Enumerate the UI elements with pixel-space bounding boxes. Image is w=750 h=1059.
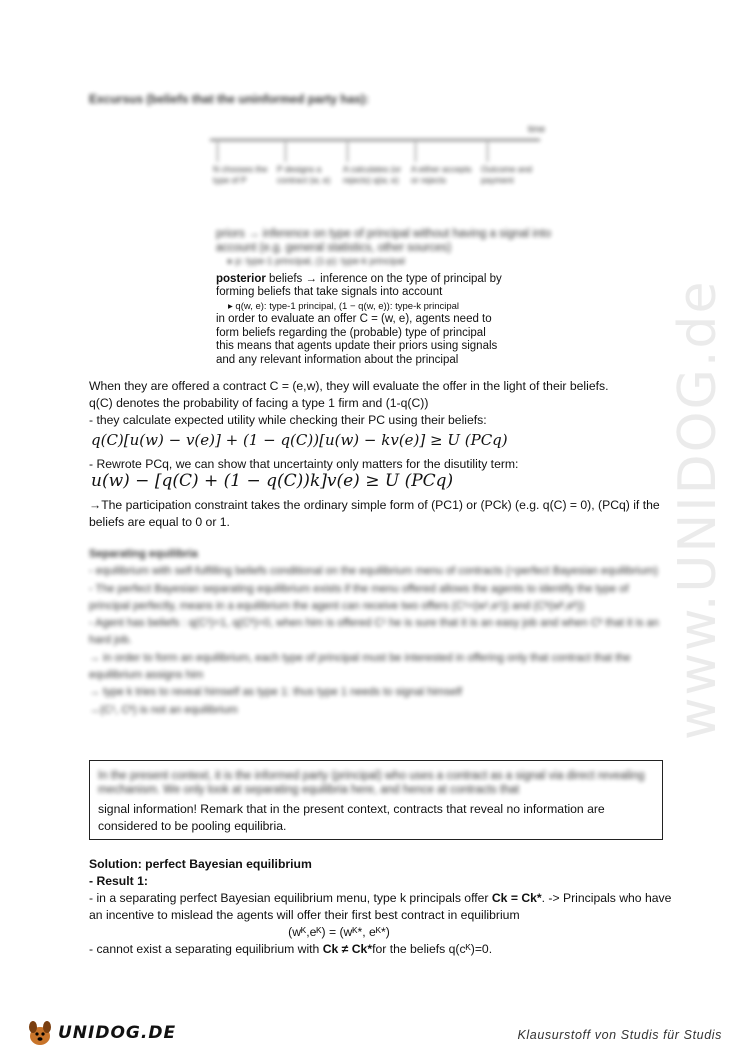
result-label: - Result 1: <box>89 874 148 888</box>
priors-sub: ▸ p: type-1 principal, (1-p): type-k principal <box>228 256 405 267</box>
timeline-step: P designs a contract (w, e) <box>277 164 331 185</box>
result-line <box>89 890 679 924</box>
blurred-section <box>89 546 669 719</box>
body-paragraph: →The participation constraint takes the ordinary simple form of (PC1) or (PCk) (e.g. q(C) = 0), (PCq) if the beliefs are equal to 0 or 1. <box>89 498 660 529</box>
slide-line: forming beliefs that take signals into account <box>216 286 443 298</box>
result-text: - cannot exist a separating equilibrium with <box>89 942 323 956</box>
solution-section <box>89 856 679 958</box>
timeline-diagram <box>205 122 545 222</box>
body-paragraph: - Rewrote PCq, we can show that uncertainty only matters for the disutility term: <box>89 457 519 471</box>
result-text: for the beliefs q(cᴷ)=0. <box>372 942 493 956</box>
blurred-line: - Agent has beliefs : q(C¹)=1, q(Cᵏ)=0, when him is offered C¹ he is sure that it is an easy job and when Cᵏ that it is an hard job. <box>89 617 659 647</box>
solution-title: Solution: perfect Bayesian equilibrium <box>89 857 312 871</box>
timeline-step: A either accepts or rejects <box>411 164 472 185</box>
slide-line: form beliefs regarding the (probable) type of principal <box>216 326 486 339</box>
timeline-tick <box>415 142 416 162</box>
slide-line: and any relevant information about the principal <box>216 353 459 366</box>
result-text: . -> Principals who have an incentive to mislead the agents will offer their first best contract in equilibrium <box>89 891 672 922</box>
result-equation: (wᴷ,eᴷ) = (wᴷ*, eᴷ*) <box>288 925 390 939</box>
unidog-logo[interactable] <box>24 1017 176 1049</box>
timeline-step: Outcome and payment <box>481 164 533 185</box>
result-text: - in a separating perfect Bayesian equilibrium menu, type k principals offer <box>89 891 492 905</box>
timeline-time-label: time <box>527 124 545 134</box>
priors-line: priors → inference on type of principal without having a signal into account (e.g. general statistics, other sources) <box>216 228 551 254</box>
blurred-line: → in order to form an equilibrium, each type of principal must be interested in offering only that contract that the equilibrium assigns him <box>89 651 631 682</box>
slide-line: in order to evaluate an offer C = (w, e), agents need to <box>216 313 492 325</box>
watermark: www.UNIDOG.de <box>668 279 728 740</box>
blurred-title: Separating equilibria <box>89 548 198 560</box>
posterior-word: posterior <box>216 272 266 285</box>
timeline-tick <box>285 142 286 162</box>
result-bold: Ck = Ck* <box>491 891 542 905</box>
blurred-line: - equilibrium with self-fulfilling beliefs conditional on the equilibrium menu of contracts (=perfect Bayesian equilibrium) <box>89 565 658 578</box>
timeline-axis <box>210 139 540 141</box>
equation-pcq: q(C)[u(w) − v(e)] + (1 − q(C))[u(w) − kv(e)] ≥ U (PCq) <box>91 431 508 449</box>
equation-pcq-rewritten: u(w) − [q(C) + (1 − q(C))k]v(e) ≥ U (PCq) <box>91 471 454 491</box>
timeline-tick <box>347 142 348 162</box>
slide-line: this means that agents update their priors using signals <box>216 340 498 352</box>
blurred-line: →(C¹, Cᵏ) is not an equilibrium <box>89 703 238 716</box>
logo-text: UNIDOG.DE <box>58 1023 177 1043</box>
remark-text: signal information! Remark that in the present context, contracts that reveal no information are considered to be pooling equilibria. <box>98 802 605 833</box>
remark-blurred: In the present context, it is the informed party (principal) who uses a contract as a signal via direct revealing mechanism. We only look at separating equilibria here, and hence at contracts that <box>98 770 645 796</box>
beliefs-slide <box>216 228 556 367</box>
timeline-tick <box>487 142 488 162</box>
timeline-step: A calculates (or rejects) q(w, e) <box>343 164 402 185</box>
footer-tagline: Klausurstoff von Studis für Studis <box>517 1028 722 1042</box>
blurred-line: → type k tries to reveal himself as type 1: thus type 1 needs to signal himself <box>89 686 462 699</box>
remark-box <box>89 760 663 840</box>
blurred-line: - The perfect Bayesian separating equilibrium exists if the menu offered allows the agents to identify the type of principal perfectly, means in a equilibrium the agent can receive two offers (C¹=(w¹,e¹)) and (Cᵏ(wᵏ,eᵏ)) <box>89 582 629 612</box>
result-line <box>89 941 679 958</box>
body-paragraph: q(C) denotes the probability of facing a type 1 firm and (1-q(C)) <box>89 396 429 410</box>
body-paragraph: When they are offered a contract C = (e,w), they will evaluate the offer in the light of their beliefs. <box>89 379 609 393</box>
posterior-line <box>216 273 556 287</box>
timeline-step: N chooses the type of P <box>213 164 268 185</box>
result-bold: Ck ≠ Ck* <box>322 942 373 956</box>
dog-icon <box>24 1018 56 1048</box>
timeline-tick <box>217 142 218 162</box>
slide-sub: ▸ q(w, e): type-1 principal, (1 − q(w, e)): type-k principal <box>228 300 460 312</box>
excursus-heading: Excursus (beliefs that the uninformed party has): <box>89 92 370 106</box>
body-paragraph: - they calculate expected utility while checking their PC using their beliefs: <box>89 413 487 427</box>
posterior-rest: beliefs → inference on the type of principal by <box>265 272 502 285</box>
